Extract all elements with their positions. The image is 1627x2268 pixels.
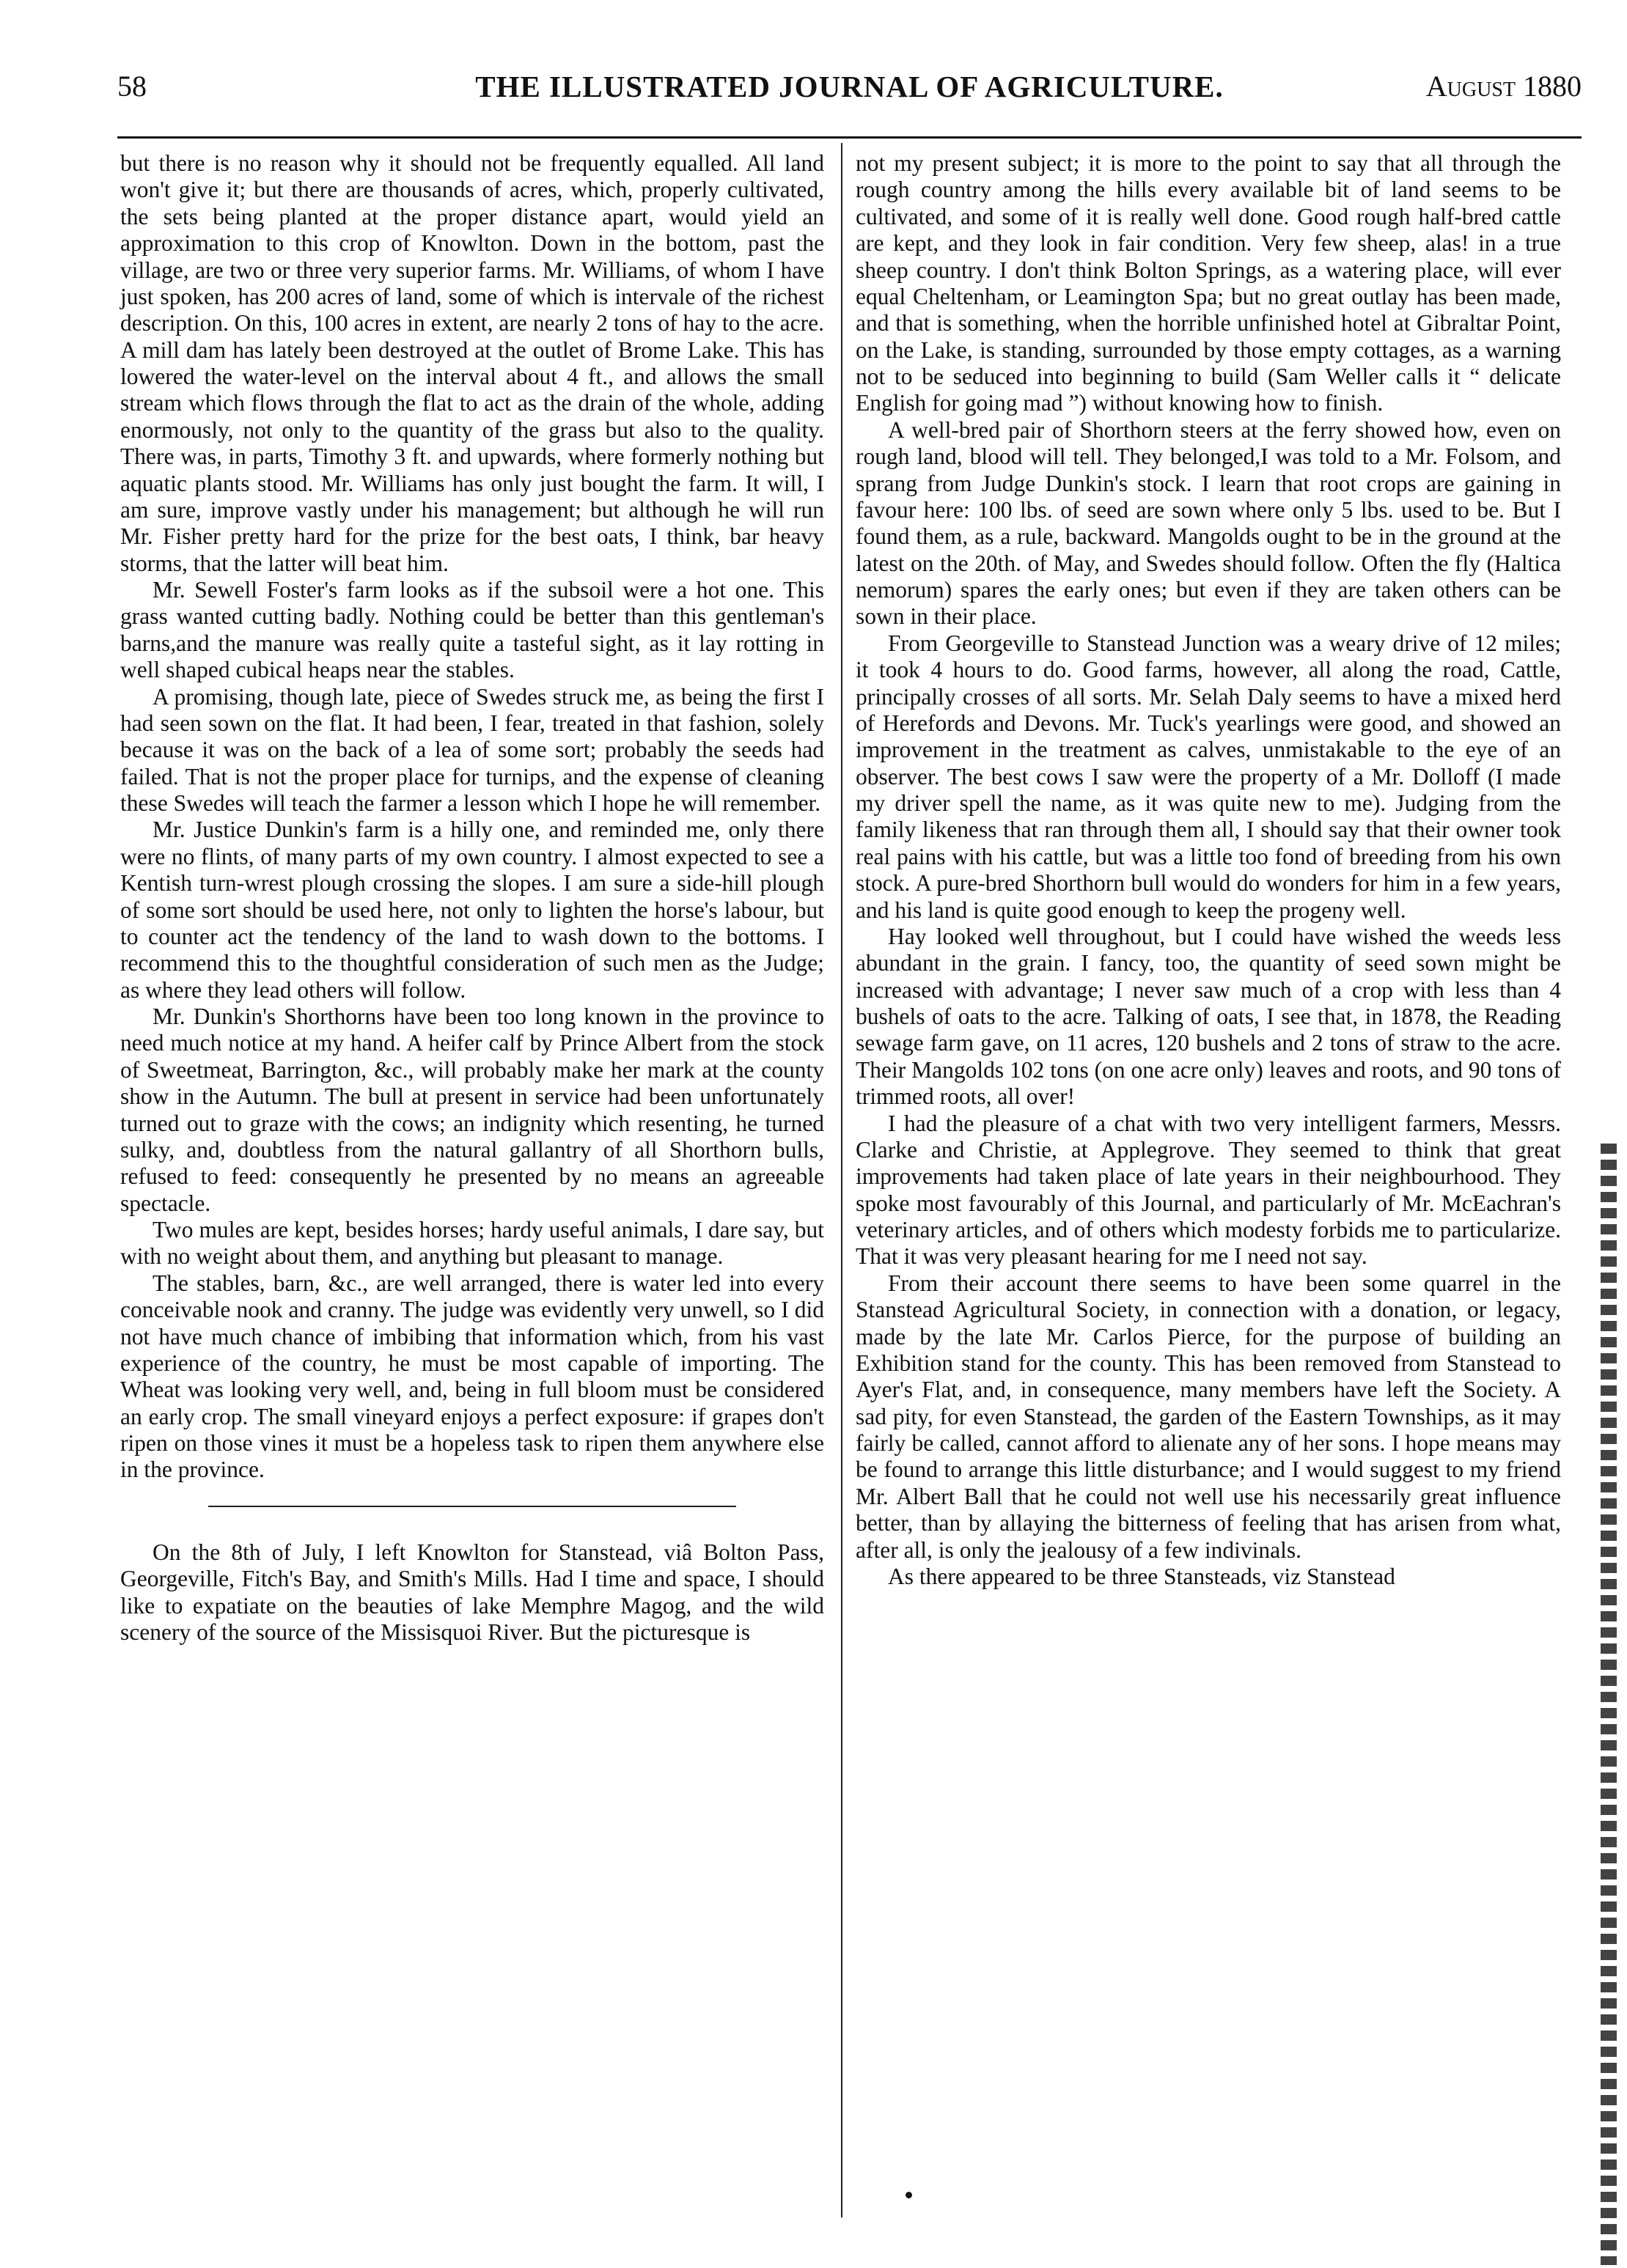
paragraph: As there appeared to be three Stansteads, viz Stanstead <box>888 1563 1395 1589</box>
issue-date: August 1880 <box>1425 70 1582 103</box>
paragraph: Mr. Dunkin's Shorthorns have been too long known in the province to need much notice at my hand. A heifer calf by Prince Albert from the stock of Sweetmeat, Barrington, &c., will probably make her mark at the county show in the Autumn. The bull at present in service had been unfortunately turned out to graze with the cows; an indignity which resenting, he turned sulky, and, doubtless from the natural gallantry of all Shorthorn bulls, refused to feed: consequently he presented by no means an agreeable spectacle. <box>120 1004 824 1216</box>
paragraph: Mr. Justice Dunkin's farm is a hilly one, and reminded me, only there were no flints, of many parts of my own country. I almost expected to see a Kentish turn-wrest plough crossing the slopes. I am sure a side-hill plough of some sort should be used here, not only to lighten the horse's labour, but to counter act the tendency of the land to wash down to the bottoms. I recommend this to the thoughtful consideration of such men as the Judge; as where they lead others will follow. <box>120 817 824 1003</box>
column-divider <box>841 143 842 2217</box>
paragraph: A well-bred pair of Shorthorn steers at the ferry showed how, even on rough land, blood will tell. They belonged,I was told to a Mr. Folsom, and sprang from Judge Dunkin's stock. I learn that root crops are gaining in favour here: 100 lbs. of seed are sown where only 5 lbs. used to be. But I found them, as a rule, backward. Mangolds ought to be in the ground at the latest on the 20th. of May, and Swedes should follow. Often the fly (Haltica nemorum) spares the early ones; but even if they are taken others can be sown in their place. <box>856 416 1561 630</box>
paragraph: Two mules are kept, besides horses; hardy useful animals, I dare say, but with no weight about them, and anything but pleasant to manage. <box>120 1217 824 1270</box>
paragraph: On the 8th of July, I left Knowlton for Stanstead, viâ Bolton Pass, Georgeville, Fitch's Bay, and Smith's Mills. Had I time and space, I should like to expatiate on the beauties of lake Memphre Magog, and the wild scenery of the source of the Missisquoi River. But the picturesque is <box>120 1539 824 1645</box>
header-rule <box>117 136 1582 139</box>
right-column <box>856 150 1561 1590</box>
paragraph: From Georgeville to Stanstead Junction was a weary drive of 12 miles; it took 4 hours to do. Good farms, however, all along the road, Cattle, principally crosses of all sorts. Mr. Selah Daly seems to have a mixed herd of Herefords and Devons. Mr. Tuck's yearlings were good, and showed an improvement in the treatment as calves, unmistakable to the eye of an observer. The best cows I saw were the property of a Mr. Dolloff (I made my driver spell the name, as it was quite new to me). Judging from the family likeness that ran through them all, I should say that their owner took real pains with his cattle, but was a little too fond of breeding from his own stock. A pure-bred Shorthorn bull would do wonders for him in a few years, and his land is quite good enough to keep the progeny well. <box>856 630 1561 923</box>
section-rule <box>208 1506 736 1507</box>
paragraph: Hay looked well throughout, but I could have wished the weeds less abundant in the grain. I fancy, too, the quantity of seed sown might be increased with advantage; I never saw much of a crop with less than 4 bushels of oats to the acre. Talking of oats, I see that, in 1878, the Reading sewage farm gave, on 11 acres, 120 bushels and 2 tons of straw to the acre. Their Mangolds 102 tons (on one acre only) leaves and roots, and 90 tons of trimmed roots, all over! <box>856 923 1561 1110</box>
binding-edge-shadow <box>1601 1144 1617 2265</box>
paragraph: From their account there seems to have been some quarrel in the Stanstead Agricultural Society, in connection with a donation, or legacy, made by the late Mr. Carlos Pierce, for the purpose of building an Exhibition stand for the county. This has been removed from Stanstead to Ayer's Flat, and, in consequence, many members have left the Society. A sad pity, for even Stanstead, the garden of the Eastern Townships, as it may fairly be called, cannot afford to alienate any of her sons. I hope means may be found to arrange this little disturbance; and I would suggest to my friend Mr. Albert Ball that he could not well use his necessarily great influence better, than by allaying the bitterness of feeling that has arisen from what, after all, is only the jealousy of a few indivinals. <box>856 1270 1561 1563</box>
ink-dot <box>906 2192 912 2198</box>
page-header <box>117 69 1582 110</box>
paragraph: not my present subject; it is more to the point to say that all through the rough country among the hills every available bit of land seems to be cultivated, and some of it is really well done. Good rough half-bred cattle are kept, and they look in fair condition. Very few sheep, alas! in a true sheep country. I don't think Bolton Springs, as a watering place, will ever equal Cheltenham, or Leamington Spa; but no great outlay has been made, and that is something, when the horrible unfinished hotel at Gibraltar Point, on the Lake, is standing, surrounded by those empty cottages, as a warning not to be seduced into beginning to build (Sam Weller calls it “ delicate English for going mad ”) without knowing how to finish. <box>856 150 1561 416</box>
paragraph: Mr. Sewell Foster's farm looks as if the subsoil were a hot one. This grass wanted cutting badly. Nothing could be better than this gentleman's barns,and the manure was really quite a tasteful sight, as it lay rotting in well shaped cubical heaps near the stables. <box>120 577 824 683</box>
paragraph: I had the pleasure of a chat with two very intelligent farmers, Messrs. Clarke and Christie, at Applegrove. They seemed to think that great improvements had taken place of late years in their neighbourhood. They spoke most favourably of this Journal, and particularly of Mr. McEachran's veterinary articles, and of others which modesty forbids me to particularize. That it was very pleasant hearing for me I need not say. <box>856 1110 1561 1270</box>
paragraph: A promising, though late, piece of Swedes struck me, as being the first I had seen sown on the flat. It had been, I fear, treated in that fashion, solely because it was on the back of a lea of some sort; probably the seeds had failed. That is not the proper place for turnips, and the expense of cleaning these Swedes will teach the farmer a lesson which I hope he will remember. <box>120 683 824 816</box>
journal-title: THE ILLUSTRATED JOURNAL OF AGRICULTURE. <box>475 70 1224 103</box>
page-number: 58 <box>117 70 147 103</box>
paragraph: but there is no reason why it should not be frequently equalled. All land won't give it; but there are thousands of acres, which, properly cultivated, the sets being planted at the proper distance apart, would yield an approximation to this crop of Knowlton. Down in the bottom, past the village, are two or three very superior farms. Mr. Williams, of whom I have just spoken, has 200 acres of land, some of which is intervale of the richest description. On this, 100 acres in extent, are nearly 2 tons of hay to the acre. A mill dam has lately been destroyed at the outlet of Brome Lake. This has lowered the water-level on the interval about 4 ft., and allows the small stream which flows through the flat to act as the drain of the whole, adding enormously, not only to the quantity of the grass but also to the quality. There was, in parts, Timothy 3 ft. and upwards, where formerly nothing but aquatic plants stood. Mr. Williams has only just bought the farm. It will, I am sure, improve vastly under his management; but although he will run Mr. Fisher pretty hard for the prize for the best oats, I think, bar heavy storms, that the latter will beat him. <box>120 150 824 576</box>
section-spacer <box>120 1484 824 1506</box>
left-column <box>120 150 824 1646</box>
paragraph: The stables, barn, &c., are well arranged, there is water led into every conceivable nook and cranny. The judge was evidently very unwell, so I did not have much chance of imbibing that information which, from his vast experience of the country, he must be most capable of importing. The Wheat was looking very well, and, being in full bloom must be considered an early crop. The small vineyard enjoys a perfect exposure: if grapes don't ripen on those vines it must be a hopeless task to ripen them anywhere else in the province. <box>120 1270 824 1483</box>
